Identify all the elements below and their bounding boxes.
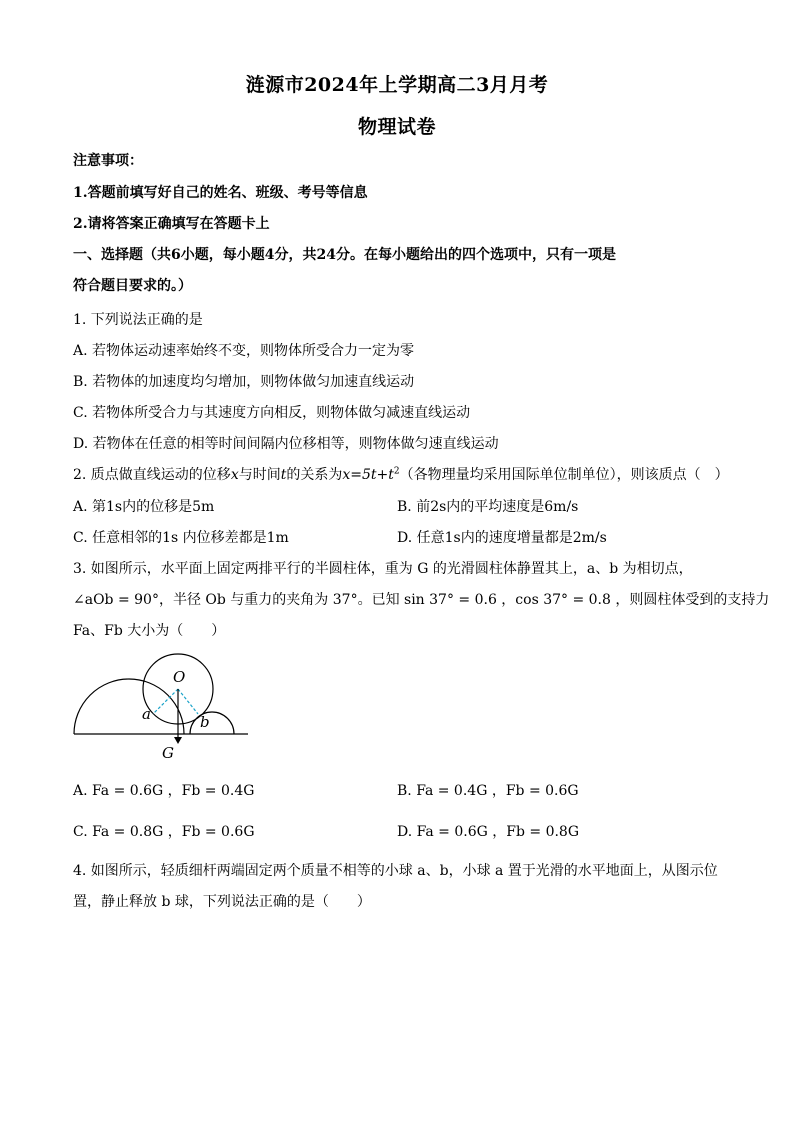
q1-option-b: B. 若物体的加速度均匀增加，则物体做匀加速直线运动 (73, 374, 415, 390)
q4-stem-line-1: 4. 如图所示，轻质细杆两端固定两个质量不相等的小球 a、b，小球 a 置于光滑的水平地面上，从图示位 (73, 863, 718, 879)
q3-option-c: C. Fa = 0.8G ，Fb = 0.6G (73, 824, 255, 840)
q2-var-t: t (280, 467, 287, 483)
section-heading-line-2: 符合题目要求的。） (73, 278, 192, 294)
q2-option-d: D. 任意1s内的速度增量都是2m/s (397, 530, 607, 546)
note-item-2: 2.请将答案正确填写在答题卡上 (73, 216, 270, 232)
q1-option-d: D. 若物体在任意的相等时间间隔内位移相等，则物体做匀速直线运动 (73, 436, 499, 452)
q2-formula: x=5t+t (342, 467, 394, 483)
q3-cylinder-figure (70, 648, 255, 763)
label-a: a (142, 705, 151, 723)
q2-stem-part-b: 与时间 (238, 467, 281, 483)
q2-stem-part-c: 的关系为 (286, 467, 343, 483)
q3-stem-line-2: ∠aOb = 90°，半径 Ob 与重力的夹角为 37°。已知 sin 37° = 0.6 ，cos 37° = 0.8 ，则圆柱体受到的支持力 (73, 592, 770, 608)
left-half-cylinder (74, 679, 184, 734)
q2-var-x: x (230, 467, 239, 483)
q2-option-b: B. 前2s内的平均速度是6m/s (397, 499, 579, 515)
q2-stem-part-a: 2. 质点做直线运动的位移 (73, 467, 231, 483)
page-title: 涟源市2024年上学期高二3月月考 (245, 74, 549, 96)
q1-stem: 1. 下列说法正确的是 (73, 312, 203, 328)
radius-ob (178, 689, 198, 714)
q3-option-d: D. Fa = 0.6G ，Fb = 0.8G (397, 824, 580, 840)
q2-stem-part-d: （各物理量均采用国际单位制单位），则该质点（ ） (399, 467, 729, 483)
note-item-1: 1.答题前填写好自己的姓名、班级、考号等信息 (73, 185, 368, 201)
q3-option-a: A. Fa = 0.6G ，Fb = 0.4G (73, 783, 255, 799)
page-subtitle: 物理试卷 (357, 116, 436, 138)
q1-option-a: A. 若物体运动速率始终不变，则物体所受合力一定为零 (73, 343, 415, 359)
q2-formula-exponent: 2 (393, 466, 400, 477)
q1-option-c: C. 若物体所受合力与其速度方向相反，则物体做匀减速直线运动 (73, 405, 471, 421)
q2-stem (73, 464, 729, 484)
q3-stem-line-1: 3. 如图所示，水平面上固定两排平行的半圆柱体，重为 G 的光滑圆柱体静置其上，a、b 为相切点， (73, 561, 693, 577)
q2-option-c: C. 任意相邻的1s 内位移差都是1m (73, 530, 289, 546)
q3-stem-line-3: Fa、Fb 大小为（ ） (73, 623, 226, 639)
right-half-cylinder (190, 712, 234, 734)
q3-option-b: B. Fa = 0.4G ，Fb = 0.6G (397, 783, 579, 799)
gravity-arrow-head (174, 737, 182, 744)
notes-heading: 注意事项： (73, 153, 143, 169)
label-o: O (173, 668, 186, 686)
q4-stem-line-2: 置，静止释放 b 球，下列说法正确的是（ ） (73, 894, 371, 910)
label-b: b (200, 713, 210, 731)
q2-option-a: A. 第1s内的位移是5m (73, 499, 215, 515)
label-g: G (162, 744, 174, 762)
section-heading-line-1: 一、选择题（共6小题，每小题4分，共24分。在每小题给出的四个选项中，只有一项是 (73, 247, 616, 263)
